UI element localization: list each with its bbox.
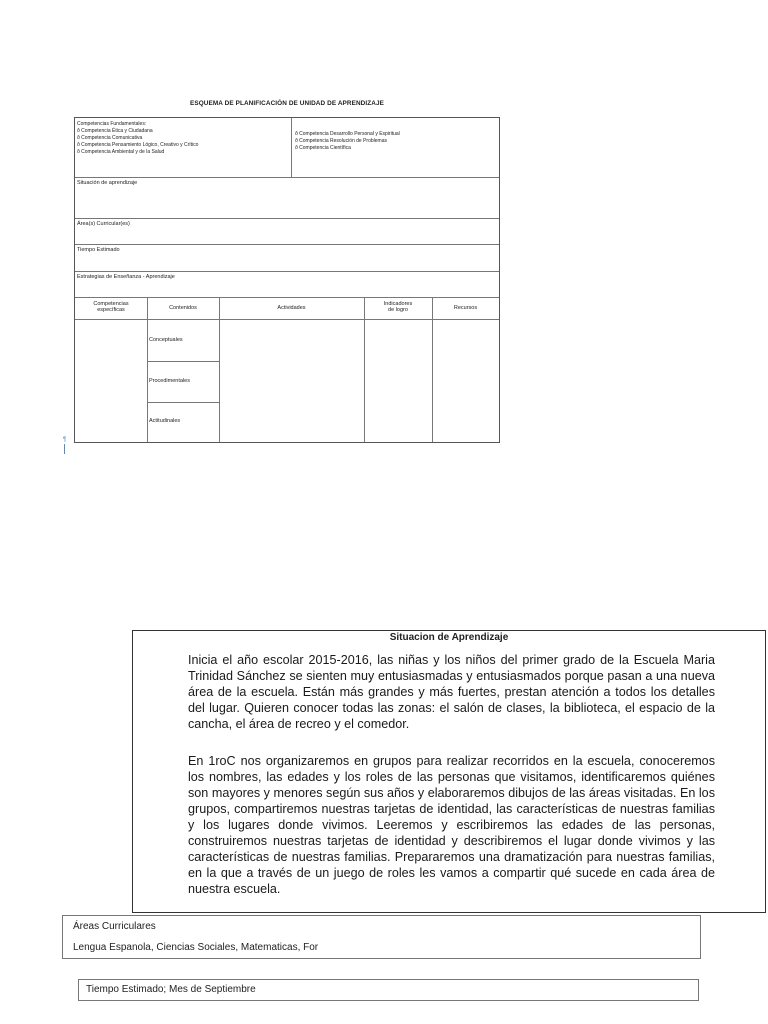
competencia-item: ð Competencia Pensamiento Lógico, Creativo y Crítico	[77, 142, 199, 148]
competencia-item: ð Competencia Comunicativa	[77, 135, 143, 141]
areas-label: Área(s) Curricular(es)	[77, 221, 130, 227]
competencia-item: ð Competencia Científica	[295, 145, 351, 151]
contenidos-conceptuales: Conceptuales	[147, 320, 219, 362]
competencias-right	[295, 131, 400, 152]
columns-header-row	[75, 298, 499, 320]
tiempo-label: Tiempo Estimado	[77, 247, 120, 253]
competencia-item: ð Competencia Ambiental y de la Salud	[77, 149, 165, 155]
competencias-heading: Competencias Fundamentales:	[77, 121, 147, 127]
tiempo-estimado-box	[78, 979, 699, 1001]
competencias-left	[77, 121, 198, 156]
situacion-row	[75, 178, 499, 219]
column-divider	[364, 298, 365, 442]
col-contenidos-header: Contenidos	[169, 305, 197, 311]
tiempo-estimado-text: Tiempo Estimado; Mes de Septiembre	[86, 984, 256, 995]
estrategias-row	[75, 272, 499, 298]
situacion-box	[132, 630, 766, 913]
tiempo-row	[75, 245, 499, 272]
estrategias-label: Estrategias de Enseñanza - Aprendizaje	[77, 274, 175, 280]
column-divider	[219, 298, 220, 442]
areas-curriculares-value: Lengua Espanola, Ciencias Sociales, Matematicas, For	[73, 942, 319, 953]
competencia-item: ð Competencia Desarrollo Personal y Espiritual	[295, 131, 400, 137]
contenidos-actitudinales: Actitudinales	[149, 418, 181, 424]
col-competencias-header: Competencias específicas	[93, 301, 129, 313]
col-recursos-header: Recursos	[453, 305, 478, 311]
column-divider	[432, 298, 433, 442]
text-cursor-icon: ¶	[64, 438, 66, 454]
template-table	[74, 117, 500, 443]
competencias-divider	[291, 118, 292, 177]
areas-curriculares-title: Áreas Curriculares	[73, 921, 156, 932]
col-actividades-header: Actividades	[277, 305, 306, 311]
column-divider	[147, 298, 148, 442]
situacion-label: Situación de aprendizaje	[77, 180, 138, 186]
planning-template	[74, 98, 500, 443]
competencia-item: ð Competencia Ética y Ciudadana	[77, 128, 153, 134]
situacion-paragraph-2: En 1roC nos organizaremos en grupos para realizar recorridos en la escuela, conoceremos los nombres, las edades y los roles de las personas que visitamos, identificaremos quiénes son mayores y menores según sus años y elaboraremos dibujos de las áreas visitadas. En los grupos, compartiremos nuestras tarjetas de identidad, las características de nuestras familias y los lugares donde vivimos. Leeremos y escribiremos las edades de las personas, construiremos nuestras tarjetas de identidad y describiremos el lugar donde vivimos y las características de nuestras familias. Prepararemos una dramatización para nuestras familias, en la que a través de un juego de roles les vamos a compartir qué sucede en cada área de nuestra escuela.	[188, 754, 715, 896]
areas-row	[75, 219, 499, 245]
contenidos-procedimentales: Procedimentales	[147, 361, 219, 403]
situacion-paragraph-1: Inicia el año escolar 2015-2016, las niñas y los niños del primer grado de la Escuela Maria Trinidad Sánchez se sienten muy entusiasmadas y entusiasmados porque pasan a una nueva área de la escuela. Están más grandes y más fuertes, prestan atención a todos los detalles del lugar. Quieren conocer todas las zonas: el salón de clases, la biblioteca, el espacio de la cancha, el área de recreo y el comedor.	[188, 653, 715, 731]
col-indicadores-header: Indicadores de logro	[383, 301, 413, 313]
competencia-item: ð Competencia Resolución de Problemas	[295, 138, 387, 144]
situacion-title: Situacion de Aprendizaje	[389, 632, 509, 643]
template-title: ESQUEMA DE PLANIFICACIÓN DE UNIDAD DE APRENDIZAJE	[189, 100, 385, 107]
areas-curriculares-box	[62, 915, 701, 959]
competencias-row	[75, 118, 499, 178]
